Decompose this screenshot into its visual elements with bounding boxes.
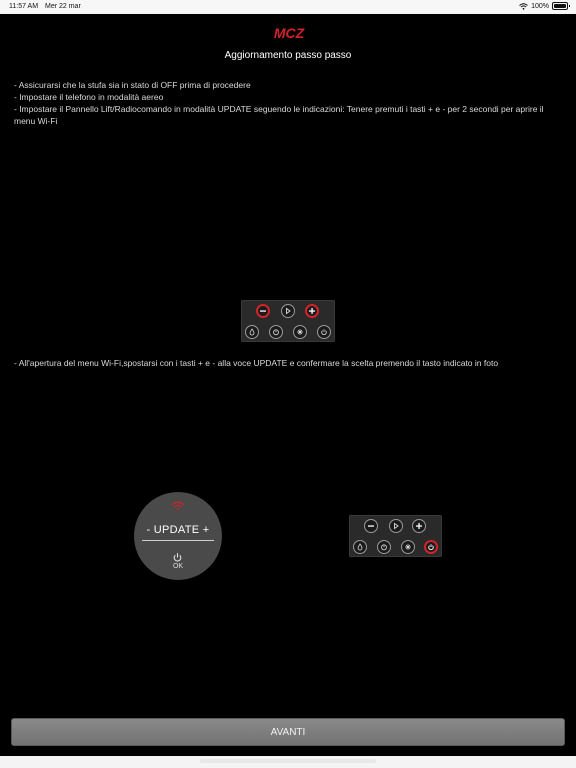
panel1-timer-button	[269, 325, 283, 339]
instruction-step2: - All'apertura del menu Wi-Fi,spostarsi con i tasti + e - alla voce UPDATE e confermare la scelta premendo il tasto indicato in foto	[14, 358, 499, 368]
instruction-1: - Assicurarsi che la stufa sia in stato di OFF prima di procedere	[14, 80, 251, 90]
wifi-signal-icon	[171, 501, 185, 511]
play-icon	[284, 307, 292, 315]
panel2-power-button	[424, 540, 438, 554]
panel1-play-button	[281, 304, 295, 318]
battery-percent: 100%	[531, 2, 549, 10]
mcz-logo	[262, 26, 316, 40]
minus-icon	[367, 522, 375, 530]
dial-divider	[142, 540, 214, 541]
plus-icon	[308, 307, 316, 315]
minus-icon	[259, 307, 267, 315]
avanti-button[interactable]: AVANTI	[11, 718, 565, 746]
panel2-play-button	[389, 519, 403, 533]
panel2-timer-button	[377, 540, 391, 554]
panel1-flame-button	[245, 325, 259, 339]
control-panel-image-1	[241, 300, 335, 342]
flame-icon	[356, 543, 364, 551]
control-panel-image-2	[349, 515, 442, 557]
fan-icon	[404, 543, 412, 551]
flame-icon	[248, 328, 256, 336]
wifi-icon	[519, 3, 528, 10]
panel2-minus-button	[364, 519, 378, 533]
power-icon	[172, 552, 183, 563]
update-dial-image	[134, 492, 222, 580]
panel1-minus-button	[256, 304, 270, 318]
fan-icon	[296, 328, 304, 336]
dial-ok-label: OK	[172, 563, 184, 570]
power-icon	[427, 543, 435, 551]
status-date: Mer 22 mar	[45, 3, 81, 10]
panel2-fan-button	[401, 540, 415, 554]
plus-icon	[415, 522, 423, 530]
status-time: 11:57 AM	[9, 3, 39, 10]
panel2-flame-button	[353, 540, 367, 554]
timer-icon	[272, 328, 280, 336]
status-bar	[0, 0, 576, 14]
instruction-2: - Impostare il telefono in modalità aereo	[14, 92, 164, 102]
status-right	[519, 2, 568, 10]
page-title: Aggiornamento passo passo	[224, 50, 352, 61]
timer-icon	[380, 543, 388, 551]
instruction-3: - Impostare il Pannello Lift/Radiocomando in modalità UPDATE seguendo le indicazioni: Tenere premuti i tasti + e - per 2 secondi per aprire il menu Wi-Fi	[14, 104, 544, 126]
panel1-plus-button	[305, 304, 319, 318]
panel2-plus-button	[412, 519, 426, 533]
battery-icon	[552, 2, 568, 10]
instructions-list	[14, 79, 564, 127]
dial-update-label: - UPDATE +	[146, 524, 210, 536]
play-icon	[392, 522, 400, 530]
logo-text: MCZ	[273, 26, 305, 40]
home-indicator[interactable]	[200, 759, 376, 763]
power-icon	[320, 328, 328, 336]
panel1-power-button	[317, 325, 331, 339]
panel1-fan-button	[293, 325, 307, 339]
